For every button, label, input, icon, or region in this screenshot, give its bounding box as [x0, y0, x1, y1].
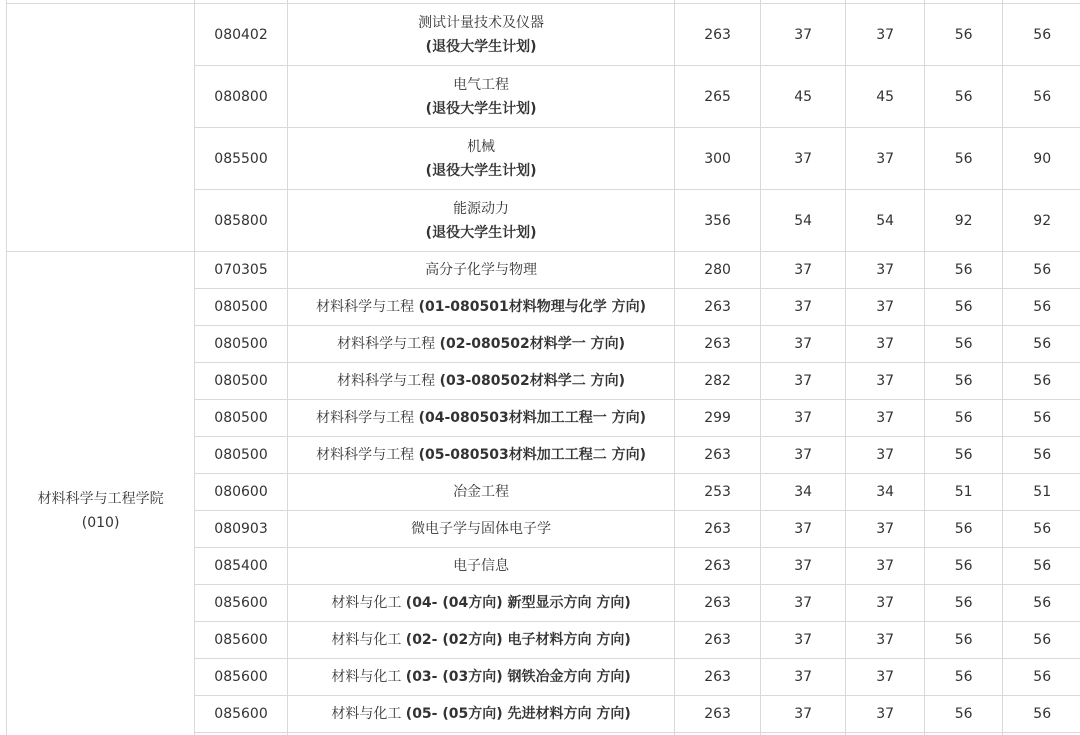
- score-language: 37: [846, 548, 925, 585]
- major-direction: (03- (03方向) 钢铁冶金方向 方向): [405, 669, 631, 685]
- major-cell: [287, 437, 675, 474]
- major-name: 材料与化工: [331, 669, 402, 685]
- score-total: 263: [675, 437, 761, 474]
- score-language: 37: [846, 252, 925, 289]
- score-subject-1: 92: [924, 190, 1003, 252]
- score-table-body: [7, 0, 1080, 735]
- score-total: 263: [675, 659, 761, 696]
- score-language: 37: [846, 659, 925, 696]
- score-table: [6, 0, 1080, 735]
- score-subject-1: 56: [924, 363, 1003, 400]
- major-cell: [287, 400, 675, 437]
- plan-note: (退役大学生计划): [425, 162, 537, 179]
- score-total: 263: [675, 696, 761, 733]
- major-name: 材料与化工: [331, 632, 402, 648]
- score-politics: 37: [760, 363, 846, 400]
- score-subject-2: 56: [1003, 548, 1080, 585]
- major-cell: [287, 363, 675, 400]
- score-politics: 37: [760, 437, 846, 474]
- score-language: 37: [846, 363, 925, 400]
- major-code: 085600: [195, 585, 288, 622]
- major-code: 085600: [195, 696, 288, 733]
- major-direction: (03-080502材料学二 方向): [439, 373, 625, 389]
- score-subject-2: 56: [1003, 400, 1080, 437]
- major-code: 085500: [195, 128, 288, 190]
- major-name: 材料科学与工程: [337, 373, 436, 389]
- score-total: 280: [675, 252, 761, 289]
- major-cell: [287, 4, 675, 66]
- major-direction: (05-080503材料加工工程二 方向): [418, 447, 646, 463]
- score-total: 263: [675, 289, 761, 326]
- major-name: 机械: [467, 138, 496, 155]
- plan-note: (退役大学生计划): [425, 38, 537, 55]
- college-code: (010): [81, 514, 120, 531]
- score-total: 265: [675, 66, 761, 128]
- major-code: 080500: [195, 326, 288, 363]
- score-language: 37: [846, 696, 925, 733]
- major-code: 080903: [195, 511, 288, 548]
- major-code: 080800: [195, 66, 288, 128]
- score-language: 37: [846, 585, 925, 622]
- score-total: 263: [675, 548, 761, 585]
- major-code: 085400: [195, 548, 288, 585]
- score-total: 263: [675, 511, 761, 548]
- major-cell: [287, 326, 675, 363]
- score-subject-2: 90: [1003, 128, 1080, 190]
- score-subject-2: 92: [1003, 190, 1080, 252]
- major-name: 材料科学与工程: [316, 299, 415, 315]
- score-subject-1: 56: [924, 289, 1003, 326]
- major-code: 085800: [195, 190, 288, 252]
- score-subject-2: 51: [1003, 474, 1080, 511]
- score-total: 299: [675, 400, 761, 437]
- major-direction: (04-080503材料加工工程一 方向): [418, 410, 646, 426]
- major-cell: [287, 659, 675, 696]
- score-politics: 37: [760, 400, 846, 437]
- major-name: 材料与化工: [331, 595, 402, 611]
- score-subject-1: 56: [924, 128, 1003, 190]
- major-cell: [287, 190, 675, 252]
- major-cell: [287, 622, 675, 659]
- score-politics: 45: [760, 66, 846, 128]
- score-total: 300: [675, 128, 761, 190]
- score-language: 37: [846, 511, 925, 548]
- major-name: 材料科学与工程: [316, 410, 415, 426]
- score-subject-2: 56: [1003, 585, 1080, 622]
- score-total: 356: [675, 190, 761, 252]
- score-language: 37: [846, 289, 925, 326]
- score-language: 54: [846, 190, 925, 252]
- major-direction: (02- (02方向) 电子材料方向 方向): [405, 632, 631, 648]
- college-cell: [7, 4, 195, 252]
- major-direction: (05- (05方向) 先进材料方向 方向): [405, 706, 631, 722]
- score-language: 45: [846, 66, 925, 128]
- major-code: 080402: [195, 4, 288, 66]
- score-politics: 37: [760, 585, 846, 622]
- score-politics: 54: [760, 190, 846, 252]
- score-language: 37: [846, 4, 925, 66]
- score-subject-2: 56: [1003, 326, 1080, 363]
- major-name: 冶金工程: [453, 484, 510, 500]
- score-subject-1: 56: [924, 400, 1003, 437]
- major-name: 材料与化工: [331, 706, 402, 722]
- score-total: 282: [675, 363, 761, 400]
- score-politics: 37: [760, 326, 846, 363]
- major-name: 能源动力: [453, 200, 510, 217]
- score-total: 263: [675, 622, 761, 659]
- major-code: 085600: [195, 659, 288, 696]
- score-subject-2: 56: [1003, 437, 1080, 474]
- score-language: 37: [846, 622, 925, 659]
- score-politics: 37: [760, 659, 846, 696]
- major-direction: (04- (04方向) 新型显示方向 方向): [405, 595, 631, 611]
- score-total: 253: [675, 474, 761, 511]
- score-total: 263: [675, 4, 761, 66]
- major-cell: [287, 289, 675, 326]
- score-subject-1: 56: [924, 4, 1003, 66]
- score-subject-1: 56: [924, 696, 1003, 733]
- major-cell: [287, 128, 675, 190]
- score-subject-1: 56: [924, 659, 1003, 696]
- major-name: 电气工程: [453, 76, 510, 93]
- score-subject-1: 56: [924, 252, 1003, 289]
- score-politics: 37: [760, 128, 846, 190]
- major-code: 080600: [195, 474, 288, 511]
- major-name: 微电子学与固体电子学: [411, 521, 552, 537]
- major-name: 材料科学与工程: [316, 447, 415, 463]
- score-politics: 34: [760, 474, 846, 511]
- major-cell: [287, 252, 675, 289]
- score-subject-1: 56: [924, 585, 1003, 622]
- major-code: 070305: [195, 252, 288, 289]
- table-row: [7, 4, 1080, 66]
- score-subject-2: 56: [1003, 289, 1080, 326]
- score-politics: 37: [760, 548, 846, 585]
- major-cell: [287, 696, 675, 733]
- score-subject-1: 56: [924, 511, 1003, 548]
- score-subject-2: 56: [1003, 659, 1080, 696]
- college-cell: [7, 252, 195, 735]
- score-subject-2: 56: [1003, 66, 1080, 128]
- score-subject-1: 56: [924, 326, 1003, 363]
- score-subject-2: 56: [1003, 363, 1080, 400]
- score-politics: 37: [760, 4, 846, 66]
- score-subject-1: 56: [924, 548, 1003, 585]
- score-politics: 37: [760, 511, 846, 548]
- score-subject-2: 56: [1003, 252, 1080, 289]
- major-name: 材料科学与工程: [337, 336, 436, 352]
- score-language: 37: [846, 400, 925, 437]
- score-total: 263: [675, 585, 761, 622]
- major-code: 085600: [195, 622, 288, 659]
- major-cell: [287, 474, 675, 511]
- score-subject-1: 56: [924, 437, 1003, 474]
- major-cell: [287, 585, 675, 622]
- score-politics: 37: [760, 252, 846, 289]
- major-direction: (02-080502材料学一 方向): [439, 336, 625, 352]
- score-subject-1: 56: [924, 622, 1003, 659]
- score-subject-2: 56: [1003, 511, 1080, 548]
- score-subject-2: 56: [1003, 622, 1080, 659]
- score-subject-2: 56: [1003, 4, 1080, 66]
- score-language: 34: [846, 474, 925, 511]
- major-code: 080500: [195, 289, 288, 326]
- score-language: 37: [846, 437, 925, 474]
- plan-note: (退役大学生计划): [425, 224, 537, 241]
- score-subject-1: 56: [924, 66, 1003, 128]
- score-politics: 37: [760, 696, 846, 733]
- major-cell: [287, 548, 675, 585]
- score-language: 37: [846, 128, 925, 190]
- score-language: 37: [846, 326, 925, 363]
- college-name: 材料科学与工程学院: [37, 490, 164, 507]
- plan-note: (退役大学生计划): [425, 100, 537, 117]
- major-cell: [287, 66, 675, 128]
- major-code: 080500: [195, 437, 288, 474]
- score-total: 263: [675, 326, 761, 363]
- score-politics: 37: [760, 289, 846, 326]
- major-name: 高分子化学与物理: [425, 262, 538, 278]
- major-name: 电子信息: [453, 558, 510, 574]
- major-name: 测试计量技术及仪器: [418, 14, 545, 31]
- major-cell: [287, 511, 675, 548]
- table-row: [7, 252, 1080, 289]
- major-direction: (01-080501材料物理与化学 方向): [418, 299, 646, 315]
- score-subject-1: 51: [924, 474, 1003, 511]
- score-subject-2: 56: [1003, 696, 1080, 733]
- major-code: 080500: [195, 400, 288, 437]
- score-politics: 37: [760, 622, 846, 659]
- major-code: 080500: [195, 363, 288, 400]
